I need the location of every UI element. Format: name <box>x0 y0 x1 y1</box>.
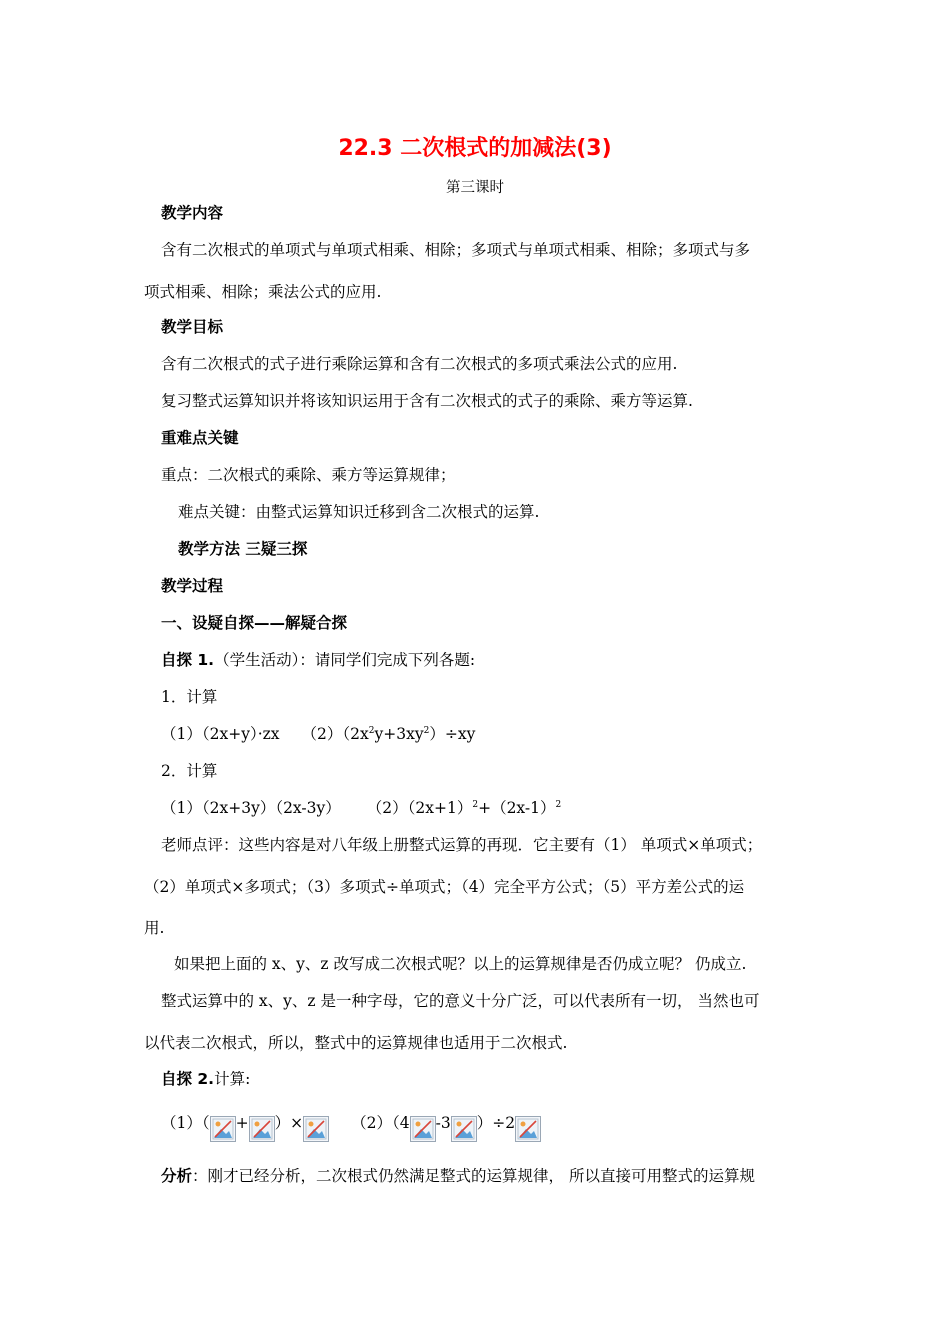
broken-image-icon <box>515 1116 541 1142</box>
lesson-subtitle: 第三课时 <box>446 180 504 196</box>
q2-items <box>161 798 561 818</box>
explore2-label: 自探 2. <box>161 1070 215 1088</box>
comment-line-3: 用. <box>144 919 165 937</box>
q1-items <box>161 724 475 744</box>
explain-line-2: 以代表二次根式，所以，整式中的运算规律也适用于二次根式. <box>144 1034 568 1052</box>
q2-b: $(2)(2x+1)^2+(2x-1)^2$ <box>366 799 562 817</box>
explore2-line <box>161 1069 250 1089</box>
explore2-text: 计算: <box>214 1070 251 1088</box>
broken-image-icon <box>410 1116 436 1142</box>
explain-line-1: 整式运算中的 x、y、z 是一种字母，它的意义十分广泛，可以代表所有一切， 当然也可 <box>161 992 760 1010</box>
explore1-text: （学生活动）：请同学们完成下列各题: <box>214 651 476 669</box>
goal-line-2: 复习整式运算知识并将该知识运用于含有二次根式的式子的乘除、乘方等运算. <box>161 392 693 410</box>
q1-a: （1）（2x+y）·zx <box>161 725 280 743</box>
problem1: （1）（ + ）× <box>161 1114 329 1132</box>
q2-a: （1）（2x+3y）（2x-3y） <box>161 799 341 817</box>
explore1-label: 自探 1. <box>161 651 215 669</box>
broken-image-icon <box>249 1116 275 1142</box>
content-line-2: 项式相乘、相除；乘法公式的应用. <box>144 283 382 301</box>
page-title: 22.3 二次根式的加减法(3) <box>338 136 612 161</box>
heading-goals: 教学目标 <box>161 318 224 336</box>
keypoint-line-1: 重点：二次根式的乘除、乘方等运算规律； <box>161 466 456 484</box>
heading-section1: 一、设疑自探——解疑合探 <box>161 614 348 632</box>
broken-image-icon <box>451 1116 477 1142</box>
broken-image-icon <box>303 1116 329 1142</box>
comment-line-1: 老师点评：这些内容是对八年级上册整式运算的再现．它主要有（1） 单项式×单项式； <box>161 836 763 854</box>
heading-content: 教学内容 <box>161 204 224 222</box>
analysis-line <box>161 1166 755 1186</box>
heading-method: 教学方法 三疑三探 <box>178 540 308 558</box>
broken-image-icon <box>210 1116 236 1142</box>
heading-process: 教学过程 <box>161 577 224 595</box>
q2-heading: 2．计算 <box>161 762 218 780</box>
question-line: 如果把上面的 x、y、z 改写成二次根式呢？以上的运算规律是否仍成立呢？ 仍成立. <box>174 955 747 973</box>
analysis-text: ：刚才已经分析，二次根式仍然满足整式的运算规律， 所以直接可用整式的运算规 <box>192 1167 755 1185</box>
problem2: （2）（4 -3 ）÷2 <box>351 1114 541 1132</box>
q1-heading: 1．计算 <box>161 688 218 706</box>
q1-b: $(2)(2x^2y+3xy^2)\div xy$ <box>301 725 476 743</box>
content-line-1: 含有二次根式的单项式与单项式相乘、相除；多项式与单项式相乘、相除；多项式与多 <box>161 241 751 259</box>
keypoint-line-2: 难点关键：由整式运算知识迁移到含二次根式的运算. <box>178 503 540 521</box>
comment-line-2: （2）单项式×多项式；（3）多项式÷单项式；（4）完全平方公式；（5）平方差公式的运 <box>144 878 745 896</box>
heading-keypoints: 重难点关键 <box>161 429 239 447</box>
explore2-problems <box>161 1108 541 1142</box>
analysis-label: 分析 <box>161 1167 193 1185</box>
goal-line-1: 含有二次根式的式子进行乘除运算和含有二次根式的多项式乘法公式的应用. <box>161 355 678 373</box>
explore1-line <box>161 650 475 670</box>
